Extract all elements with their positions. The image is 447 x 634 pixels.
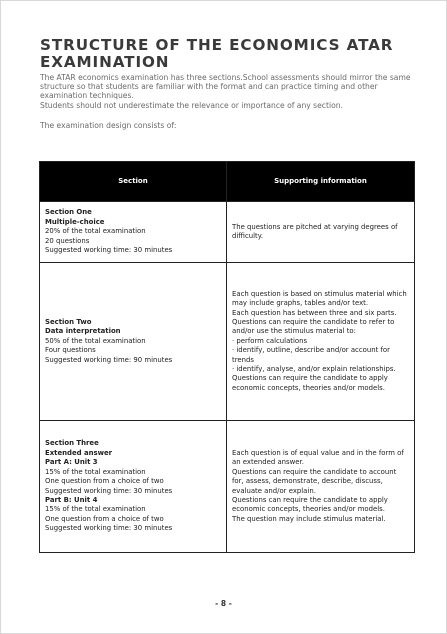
section-detail-line: 50% of the total examination — [45, 336, 146, 345]
info-cell — [227, 263, 415, 421]
info-line: Each question has between three and six parts. — [232, 308, 397, 317]
info-line: · perform calculations — [232, 336, 308, 345]
section-detail-line: 20 questions — [45, 236, 90, 245]
info-line: · identify, outline, describe and/or account for trends — [232, 346, 390, 364]
section-detail-line: Four questions — [45, 346, 96, 355]
section-detail-line: Suggested working time: 30 minutes — [45, 486, 173, 495]
info-line: · identify, analyse, and/or explain relationships. — [232, 365, 396, 374]
section-detail-line: One question from a choice of two — [45, 514, 164, 523]
info-line: Questions can require the candidate to account for, assess, demonstrate, describe, discuss, evaluate and/or explain. — [232, 467, 397, 495]
intro-paragraph — [40, 73, 420, 110]
header-supporting-information: Supporting information — [227, 162, 415, 202]
info-line: The questions are pitched at varying degrees of difficulty. — [232, 222, 398, 240]
info-line: Questions can require the candidate to refer to and/or use the stimulus material to: — [232, 317, 395, 336]
info-line: The question may include stimulus material. — [232, 514, 386, 523]
design-intro-line: The examination design consists of: — [40, 121, 177, 130]
section-cell — [40, 202, 227, 263]
section-detail-line: Section Three — [45, 439, 99, 448]
info-cell — [227, 421, 415, 553]
section-cell — [40, 263, 227, 421]
intro-line: Students should not underestimate the relevance or importance of any section. — [40, 100, 343, 110]
section-detail-line: Part B: Unit 4 — [45, 495, 98, 504]
table-header-row — [40, 162, 415, 202]
section-detail-line: One question from a choice of two — [45, 477, 164, 486]
section-detail-line: Extended answer — [45, 448, 113, 457]
table-row — [40, 263, 415, 421]
page-number: - 8 - — [215, 599, 232, 608]
examination-design-table — [39, 161, 415, 553]
section-detail-line: 15% of the total examination — [45, 505, 146, 514]
header-section: Section — [40, 162, 227, 202]
info-line: Questions can require the candidate to apply economic concepts, theories and/or models. — [232, 374, 388, 392]
section-detail-line: 15% of the total examination — [45, 467, 146, 476]
info-line: Each question is based on stimulus material which may include graphs, tables and/or text. — [232, 289, 407, 308]
page-title: STRUCTURE OF THE ECONOMICS ATAR EXAMINATION — [40, 36, 394, 71]
info-line: Questions can require the candidate to apply economic concepts, theories and/or models. — [232, 495, 388, 514]
section-detail-line: Suggested working time: 30 minutes — [45, 246, 173, 255]
table-row — [40, 202, 415, 263]
info-cell — [227, 202, 415, 263]
table-row — [40, 421, 415, 553]
section-detail-line: 20% of the total examination — [45, 227, 146, 236]
section-detail-line: Section Two — [45, 317, 92, 326]
info-line: Each question is of equal value and in the form of an extended answer. — [232, 448, 404, 467]
section-detail-line: Section One — [45, 208, 92, 217]
section-detail-line: Data interpretation — [45, 327, 121, 336]
section-detail-line: Multiple-choice — [45, 217, 105, 226]
section-detail-line: Part A: Unit 3 — [45, 458, 98, 467]
section-detail-line: Suggested working time: 90 minutes — [45, 355, 173, 364]
section-detail-line: Suggested working time: 30 minutes — [45, 524, 173, 533]
section-cell — [40, 421, 227, 553]
intro-line: The ATAR economics examination has three sections.School assessments should mirror the same structure so that students are familiar with the format and can practice timing and other examination techniques. — [40, 73, 411, 101]
